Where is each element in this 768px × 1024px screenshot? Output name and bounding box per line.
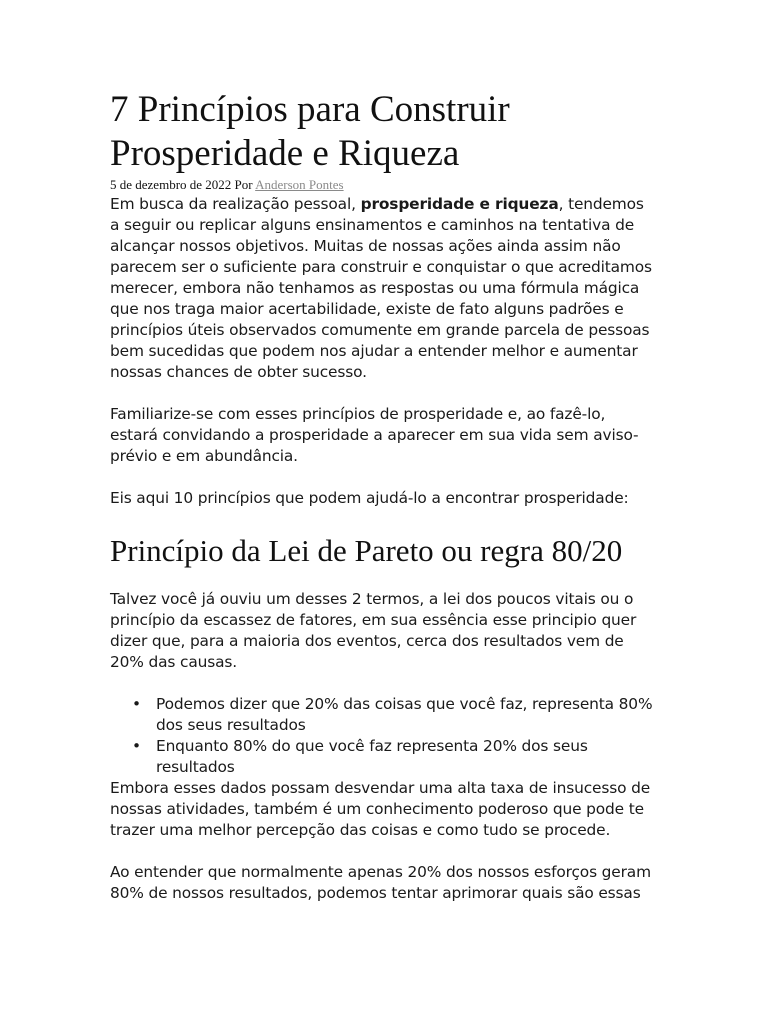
intro-text-end: , tendemos a seguir ou replicar alguns ensinamentos e caminhos na tentativa de alcançar nossos objetivos. Muitas de nossas ações ainda assim não parecem ser o suficiente para construir e conquistar o que acreditamos merecer, embora não tenhamos as respostas ou uma fórmula mágica que nos traga maior acertabilidade, existe de fato alguns padrões e princípios úteis observados comumente em grande parcela de pessoas bem sucedidas que podem nos ajudar a entender melhor e aumentar nossas chances de obter sucesso. bbox=[110, 195, 652, 381]
paragraph-principles-intro: Eis aqui 10 princípios que podem ajudá-lo a encontrar prosperidade: bbox=[110, 489, 629, 507]
pareto-bullet-list bbox=[110, 694, 655, 778]
article-date: 5 de dezembro de 2022 Por bbox=[110, 177, 256, 192]
paragraph-familiarize: Familiarize-se com esses princípios de prosperidade e, ao fazê-lo, estará convidando a prosperidade a aparecer em sua vida sem aviso-prévio e em abundância. bbox=[110, 405, 639, 465]
list-item bbox=[132, 694, 655, 736]
bullet-icon: • bbox=[132, 737, 141, 755]
list-item-text: Enquanto 80% do que você faz representa 20% dos seus resultados bbox=[156, 737, 588, 776]
section-heading-pareto: Princípio da Lei de Pareto ou regra 80/20 bbox=[110, 533, 623, 568]
document-page bbox=[110, 88, 655, 904]
bullet-icon: • bbox=[132, 695, 141, 713]
list-item-text: Podemos dizer que 20% das coisas que você faz, representa 80% dos seus resultados bbox=[156, 695, 653, 734]
intro-text-start: Em busca da realização pessoal, bbox=[110, 195, 361, 213]
author-link[interactable]: Anderson Pontes bbox=[255, 177, 344, 192]
list-item bbox=[132, 736, 655, 778]
article-title: 7 Princípios para Construir Prosperidade e Riqueza bbox=[110, 89, 510, 174]
intro-bold-phrase: prosperidade e riqueza bbox=[360, 195, 559, 213]
paragraph-after-list: Embora esses dados possam desvendar uma alta taxa de insucesso de nossas atividades, também é um conhecimento poderoso que pode te trazer uma melhor percepção das coisas e como tudo se procede. bbox=[110, 779, 651, 839]
paragraph-closing: Ao entender que normalmente apenas 20% dos nossos esforços geram 80% de nossos resultados, podemos tentar aprimorar quais são essas bbox=[110, 863, 651, 902]
paragraph-pareto: Talvez você já ouviu um desses 2 termos, a lei dos poucos vitais ou o princípio da escassez de fatores, em sua essência esse principio quer dizer que, para a maioria dos eventos, cerca dos resultados vem de 20% das causas. bbox=[110, 590, 637, 671]
intro-paragraph bbox=[110, 194, 655, 383]
article-meta bbox=[110, 177, 655, 193]
